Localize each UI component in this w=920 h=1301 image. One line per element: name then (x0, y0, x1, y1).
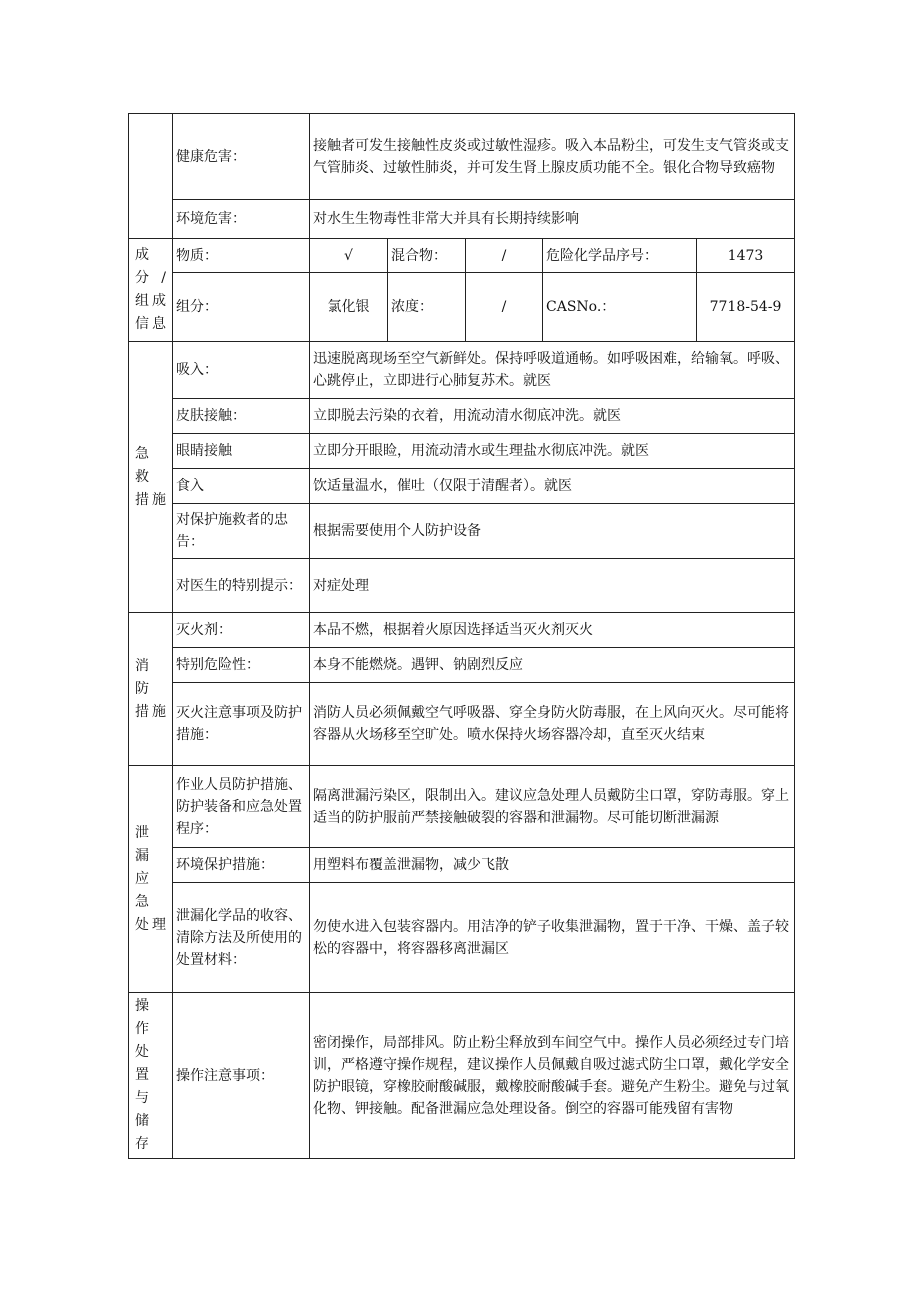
spill-text: 勿使水进入包装容器内。用洁净的铲子收集泄漏物，置于干净、干燥、盖子较松的容器中，将容器移离泄漏区 (310, 883, 795, 993)
first-aid-row (129, 434, 795, 469)
handling-category (129, 993, 173, 1159)
spill-text: 用塑料布覆盖泄漏物，减少飞散 (310, 848, 795, 883)
first-aid-category-line1: 急 救 (135, 445, 149, 485)
environment-hazard-label: 环境危害： (173, 200, 310, 239)
composition-category (129, 239, 173, 342)
fire-label: 灭火注意事项及防护措施： (173, 683, 310, 766)
fire-row (129, 613, 795, 648)
spill-label: 泄漏化学品的收容、清除方法及所使用的处置材料： (173, 883, 310, 993)
hazard-category-cell (129, 114, 173, 239)
first-aid-label: 对保护施救者的忠告： (173, 504, 310, 559)
health-hazard-text: 接触者可发生接触性皮炎或过敏性湿疹。吸入本品粉尘，可发生支气管炎或支气管肺炎、过敏性肺炎，并可发生肾上腺皮质功能不全。银化合物导致癌物 (310, 114, 795, 200)
spill-label: 作业人员防护措施、防护装备和应急处置程序： (173, 766, 310, 848)
hazard-number-value: 1473 (697, 239, 795, 273)
first-aid-row (129, 504, 795, 559)
health-hazard-row (129, 114, 795, 200)
fire-text: 本身不能燃烧。遇钾、钠剧烈反应 (310, 648, 795, 683)
spill-row (129, 883, 795, 993)
first-aid-label: 皮肤接触： (173, 399, 310, 434)
first-aid-category-line2: 措施 (135, 491, 166, 508)
substance-label: 物质： (173, 239, 310, 273)
first-aid-label: 对医生的特别提示： (173, 559, 310, 613)
concentration-value: / (466, 273, 543, 342)
mixture-label: 混合物： (388, 239, 466, 273)
handling-text: 密闭操作，局部排风。防止粉尘释放到车间空气中。操作人员必须经过专门培训，严格遵守操作规程，建议操作人员佩戴自吸过滤式防尘口罩，戴化学安全防护眼镜，穿橡胶耐酸碱服，戴橡胶耐酸碱手套。避免产生粉尘。避免与过氧化物、钾接触。配备泄漏应急处理设备。倒空的容器可能残留有害物 (310, 993, 795, 1159)
fire-category (129, 613, 173, 766)
health-hazard-label: 健康危害： (173, 114, 310, 200)
spill-category (129, 766, 173, 993)
substance-value: √ (310, 239, 388, 273)
composition-row-component (129, 273, 795, 342)
handling-category-line3: 与 储 (135, 1090, 149, 1129)
mixture-value: / (466, 239, 543, 273)
fire-row (129, 648, 795, 683)
cas-label: CASNo.： (543, 273, 697, 342)
handling-row (129, 993, 795, 1159)
first-aid-text: 对症处理 (310, 559, 795, 613)
fire-category-line1: 消 防 (135, 657, 149, 697)
composition-category-line3: 信息 (135, 316, 166, 332)
concentration-label: 浓度： (388, 273, 466, 342)
first-aid-row (129, 559, 795, 613)
spill-label: 环境保护措施： (173, 848, 310, 883)
cas-value: 7718-54-9 (697, 273, 795, 342)
fire-category-line2: 措施 (135, 703, 166, 720)
first-aid-row (129, 469, 795, 504)
fire-label: 灭火剂： (173, 613, 310, 648)
handling-label: 操作注意事项： (173, 993, 310, 1159)
spill-category-line3: 处理 (135, 916, 166, 933)
fire-row (129, 683, 795, 766)
spill-text: 隔离泄漏污染区，限制出入。建议应急处理人员戴防尘口罩，穿防毒服。穿上适当的防护服前严禁接触破裂的容器和泄漏物。尽可能切断泄漏源 (310, 766, 795, 848)
first-aid-text: 立即脱去污染的衣着，用流动清水彻底冲洗。就医 (310, 399, 795, 434)
composition-category-line1: 成分/ (135, 247, 166, 286)
spill-category-line2: 应 急 (135, 870, 149, 910)
handling-category-line4: 存 (135, 1136, 149, 1152)
fire-label: 特别危险性： (173, 648, 310, 683)
fire-text: 本品不燃，根据着火原因选择适当灭火剂灭火 (310, 613, 795, 648)
hazard-number-label: 危险化学品序号： (543, 239, 697, 273)
first-aid-text: 根据需要使用个人防护设备 (310, 504, 795, 559)
msds-table (128, 113, 795, 1159)
first-aid-row (129, 399, 795, 434)
spill-row (129, 766, 795, 848)
first-aid-text: 迅速脱离现场至空气新鲜处。保持呼吸道通畅。如呼吸困难，给输氧。呼吸、心跳停止，立即进行心肺复苏术。就医 (310, 342, 795, 399)
first-aid-category (129, 342, 173, 613)
first-aid-row (129, 342, 795, 399)
component-label: 组分： (173, 273, 310, 342)
environment-hazard-text: 对水生生物毒性非常大并具有长期持续影响 (310, 200, 795, 239)
first-aid-label: 吸入： (173, 342, 310, 399)
composition-category-line2: 组成 (135, 293, 166, 309)
first-aid-label: 食入 (173, 469, 310, 504)
handling-category-line1: 操 作 (135, 998, 149, 1037)
first-aid-text: 立即分开眼睑，用流动清水或生理盐水彻底冲洗。就医 (310, 434, 795, 469)
fire-text: 消防人员必须佩戴空气呼吸器、穿全身防火防毒服，在上风向灭火。尽可能将容器从火场移至空旷处。喷水保持火场容器冷却，直至灭火结束 (310, 683, 795, 766)
composition-row-substance (129, 239, 795, 273)
first-aid-label: 眼睛接触 (173, 434, 310, 469)
handling-category-line2: 处 置 (135, 1044, 149, 1083)
component-value: 氯化银 (310, 273, 388, 342)
spill-row (129, 848, 795, 883)
first-aid-text: 饮适量温水，催吐（仅限于清醒者）。就医 (310, 469, 795, 504)
spill-category-line1: 泄 漏 (135, 824, 149, 864)
environment-hazard-row (129, 200, 795, 239)
